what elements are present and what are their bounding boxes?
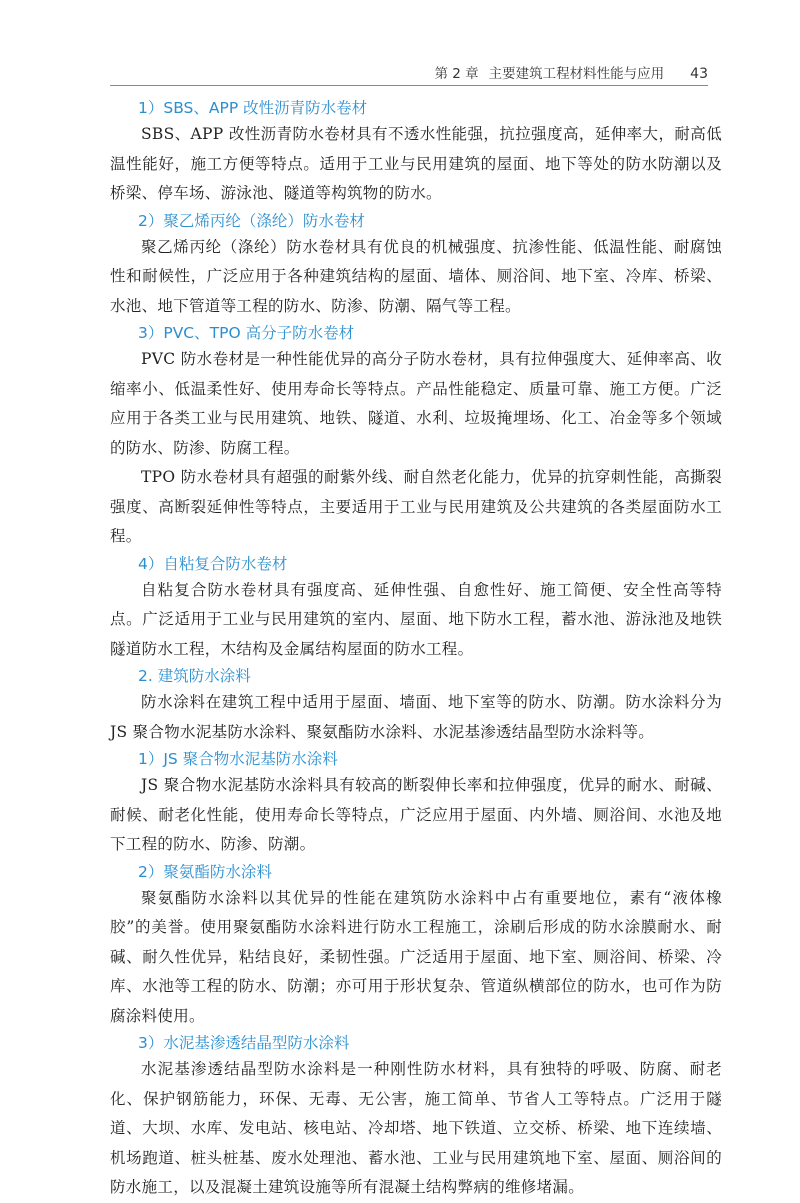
section-heading: 4）自粘复合防水卷材 — [138, 554, 288, 573]
section-heading: 2. 建筑防水涂料 — [138, 667, 251, 685]
section-heading: 2）聚氨酯防水涂料 — [138, 862, 272, 881]
paragraph: 水泥基渗透结晶型防水涂料是一种刚性防水材料，具有独特的呼吸、防腐、耐老化、保护钢筋能力，环保、无毒、无公害，施工简单、节省人工等特点。广泛用于隧道、大坝、水库、发电站、核电站、冷却塔、地下铁道、立交桥、桥梁、地下连续墙、机场跑道、桩头桩基、废水处理池、蓄水池、工业与民用建筑地下室、屋面、厕浴间的防水施工，以及混凝土建筑设施等所有混凝土结构弊病的维修堵漏。 — [110, 1060, 722, 1196]
section-polyurethane — [110, 860, 722, 1032]
section-js-polymer — [110, 747, 722, 860]
section-cementitious-crystalline — [110, 1031, 722, 1203]
paragraph: TPO 防水卷材具有超强的耐紫外线、耐自然老化能力，优异的抗穿刺性能，高撕裂强度、高断裂延伸性等特点，主要适用于工业与民用建筑及公共建筑的各类屋面防水工程。 — [110, 468, 722, 545]
section-pe-polypropylene — [110, 209, 722, 322]
paragraph: 聚氨酯防水涂料以其优异的性能在建筑防水涂料中占有重要地位，素有“液体橡胶”的美誉。使用聚氨酯防水涂料进行防水工程施工，涂刷后形成的防水涂膜耐水、耐碱、耐久性优异，粘结良好，柔韧性强。广泛适用于屋面、地下室、厕浴间、桥梁、冷库、水池等工程的防水、防潮；亦可用于形状复杂、管道纵横部位的防水，也可作为防腐涂料使用。 — [110, 888, 722, 1025]
section-heading: 1）SBS、APP 改性沥青防水卷材 — [138, 99, 368, 117]
paragraph: SBS、APP 改性沥青防水卷材具有不透水性能强，抗拉强度高，延伸率大，耐高低温性能好，施工方便等特点。适用于工业与民用建筑的屋面、地下等处的防水防潮以及桥梁、停车场、游泳池、隧道等构筑物的防水。 — [110, 125, 722, 202]
section-heading: 1）JS 聚合物水泥基防水涂料 — [138, 750, 338, 768]
section-pvc-tpo — [110, 321, 722, 552]
paragraph: 自粘复合防水卷材具有强度高、延伸性强、自愈性好、施工简便、安全性高等特点。广泛适用于工业与民用建筑的室内、屋面、地下防水工程，蓄水池、游泳池及地铁隧道防水工程，木结构及金属结构屋面的防水工程。 — [110, 580, 722, 658]
section-heading: 3）水泥基渗透结晶型防水涂料 — [138, 1034, 350, 1052]
paragraph: PVC 防水卷材是一种性能优异的高分子防水卷材，具有拉伸强度大、延伸率高、收缩率小、低温柔性好、使用寿命长等特点。产品性能稳定、质量可靠、施工方便。广泛应用于各类工业与民用建筑、地铁、隧道、水利、垃圾掩埋场、化工、冶金等多个领域的防水、防渗、防腐工程。 — [110, 350, 722, 457]
section-heading: 2）聚乙烯丙纶（涤纶）防水卷材 — [138, 211, 365, 230]
body-content — [110, 96, 722, 1203]
section-self-adhesive — [110, 552, 722, 665]
running-header — [110, 62, 708, 82]
section-heading: 3）PVC、TPO 高分子防水卷材 — [138, 324, 355, 342]
chapter-title: 主要建筑工程材料性能与应用 — [488, 66, 665, 82]
chapter-label: 第 2 章 — [434, 66, 479, 82]
paragraph: 聚乙烯丙纶（涤纶）防水卷材具有优良的机械强度、抗渗性能、低温性能、耐腐蚀性和耐候性，广泛应用于各种建筑结构的屋面、墙体、厕浴间、地下室、冷库、桥梁、水池、地下管道等工程的防水、防渗、防潮、隔气等工程。 — [110, 237, 722, 315]
paragraph: JS 聚合物水泥基防水涂料具有较高的断裂伸长率和拉伸强度，优异的耐水、耐碱、耐候、耐老化性能，使用寿命长等特点，广泛应用于屋面、内外墙、厕浴间、水池及地下工程的防水、防渗、防潮。 — [110, 776, 722, 853]
paragraph: 防水涂料在建筑工程中适用于屋面、墙面、地下室等的防水、防潮。防水涂料分为 JS 聚合物水泥基防水涂料、聚氨酯防水涂料、水泥基渗透结晶型防水涂料等。 — [110, 693, 722, 741]
section-waterproof-coatings — [110, 664, 722, 747]
section-sbs-app — [110, 96, 722, 209]
page-number: 43 — [690, 66, 708, 82]
header-rule — [110, 85, 708, 86]
